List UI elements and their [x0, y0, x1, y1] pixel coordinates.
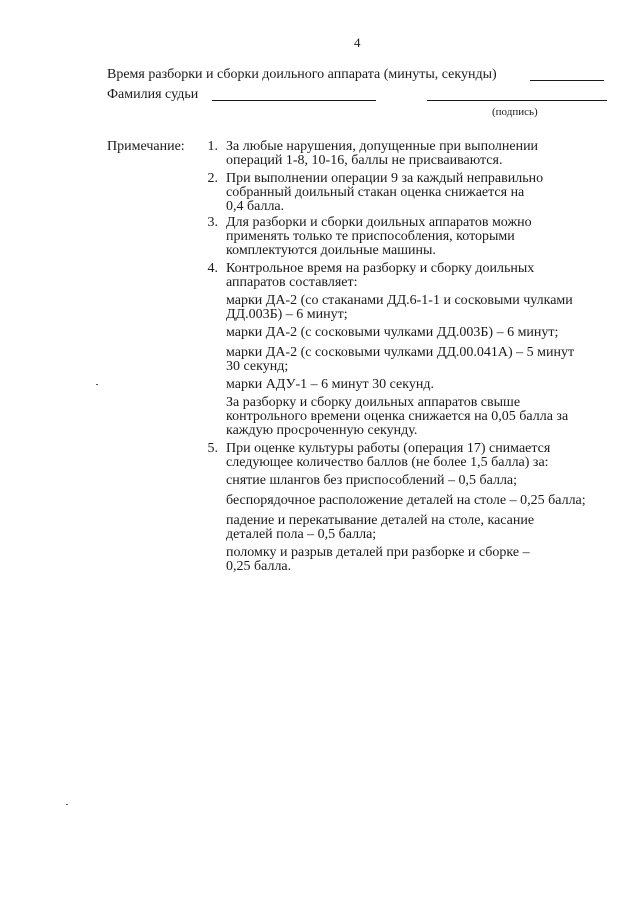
note-item-1-text	[226, 140, 621, 168]
note-sub-line: каждую просроченную секунду.	[226, 423, 418, 438]
note-item-4-line: аппаратов составляет:	[226, 275, 358, 290]
note-item-4-sub-2	[226, 326, 621, 340]
note-item-2-text	[226, 172, 621, 214]
note-item-5-sub-2	[226, 494, 621, 508]
note-item-1-line: операций 1-8, 10-16, баллы не присваиваются.	[226, 153, 503, 168]
note-item-1-number: 1.	[207, 139, 218, 154]
judge-name-line	[212, 100, 376, 101]
note-sub-line: контрольного времени оценка снижается на 0,05 балла за	[226, 409, 569, 424]
note-item-3-line: комплектуются доильные машины.	[226, 243, 436, 258]
note-sub-line: марки ДА-2 (со стаканами ДД.6-1-1 и сосковыми чулками	[226, 293, 573, 308]
note-item-2-line: собранный доильный стакан оценка снижается на	[226, 185, 525, 200]
notes-label: Примечание:	[107, 139, 185, 154]
note-item-5-sub-3	[226, 514, 621, 542]
note-item-5-number: 5.	[207, 441, 218, 456]
note-item-3-number: 3.	[207, 215, 218, 230]
note-sub-line: деталей пола – 0,5 балла;	[226, 527, 377, 542]
note-item-2-line: 0,4 балла.	[226, 199, 285, 214]
scan-speck	[66, 804, 68, 805]
note-item-5-text	[226, 442, 621, 470]
note-item-5-line: следующее количество баллов (не более 1,5 балла) за:	[226, 455, 549, 470]
note-item-4-number: 4.	[207, 261, 218, 276]
note-item-3-line: применять только те приспособления, которыми	[226, 229, 515, 244]
time-field-line	[530, 80, 604, 81]
note-item-5-sub-1	[226, 474, 621, 488]
note-item-3-text	[226, 216, 621, 258]
note-item-5-line: При оценке культуры работы (операция 17) снимается	[226, 441, 551, 456]
note-item-4-text	[226, 262, 621, 290]
signature-caption: (подпись)	[492, 106, 538, 118]
note-sub-line: марки АДУ-1 – 6 минут 30 секунд.	[226, 377, 434, 392]
judge-field-label: Фамилия судьи	[107, 87, 199, 102]
note-item-2-line: При выполнении операции 9 за каждый неправильно	[226, 171, 544, 186]
note-sub-line: падение и перекатывание деталей на столе, касание	[226, 513, 535, 528]
page-number: 4	[354, 35, 361, 50]
scan-speck	[96, 384, 98, 385]
note-sub-line: ДД.003Б) – 6 минут;	[226, 307, 348, 322]
note-item-2-number: 2.	[207, 171, 218, 186]
note-item-3-line: Для разборки и сборки доильных аппаратов можно	[226, 215, 532, 230]
note-sub-line: 0,25 балла.	[226, 559, 292, 574]
note-sub-line: снятие шлангов без приспособлений – 0,5 балла;	[226, 473, 518, 488]
note-item-4-sub-4	[226, 378, 621, 392]
note-item-4-line: Контрольное время на разборку и сборку доильных	[226, 261, 535, 276]
note-item-4-sub-3	[226, 346, 621, 374]
note-sub-line: марки ДА-2 (с сосковыми чулками ДД.003Б) – 6 минут;	[226, 325, 559, 340]
note-item-1-line: За любые нарушения, допущенные при выполнении	[226, 139, 539, 154]
note-sub-line: 30 секунд;	[226, 359, 289, 374]
note-sub-line: марки ДА-2 (с сосковыми чулками ДД.00.041А) – 5 минут	[226, 345, 575, 360]
note-item-5-sub-4	[226, 546, 621, 574]
note-item-4-sub-5	[226, 396, 621, 438]
note-sub-line: За разборку и сборку доильных аппаратов свыше	[226, 395, 521, 410]
time-field-label: Время разборки и сборки доильного аппарата (минуты, секунды)	[107, 67, 497, 82]
note-sub-line: поломку и разрыв деталей при разборке и сборке –	[226, 545, 530, 560]
note-item-4-sub-1	[226, 294, 621, 322]
signature-line	[427, 100, 607, 101]
note-sub-line: беспорядочное расположение деталей на столе – 0,25 балла;	[226, 493, 586, 508]
